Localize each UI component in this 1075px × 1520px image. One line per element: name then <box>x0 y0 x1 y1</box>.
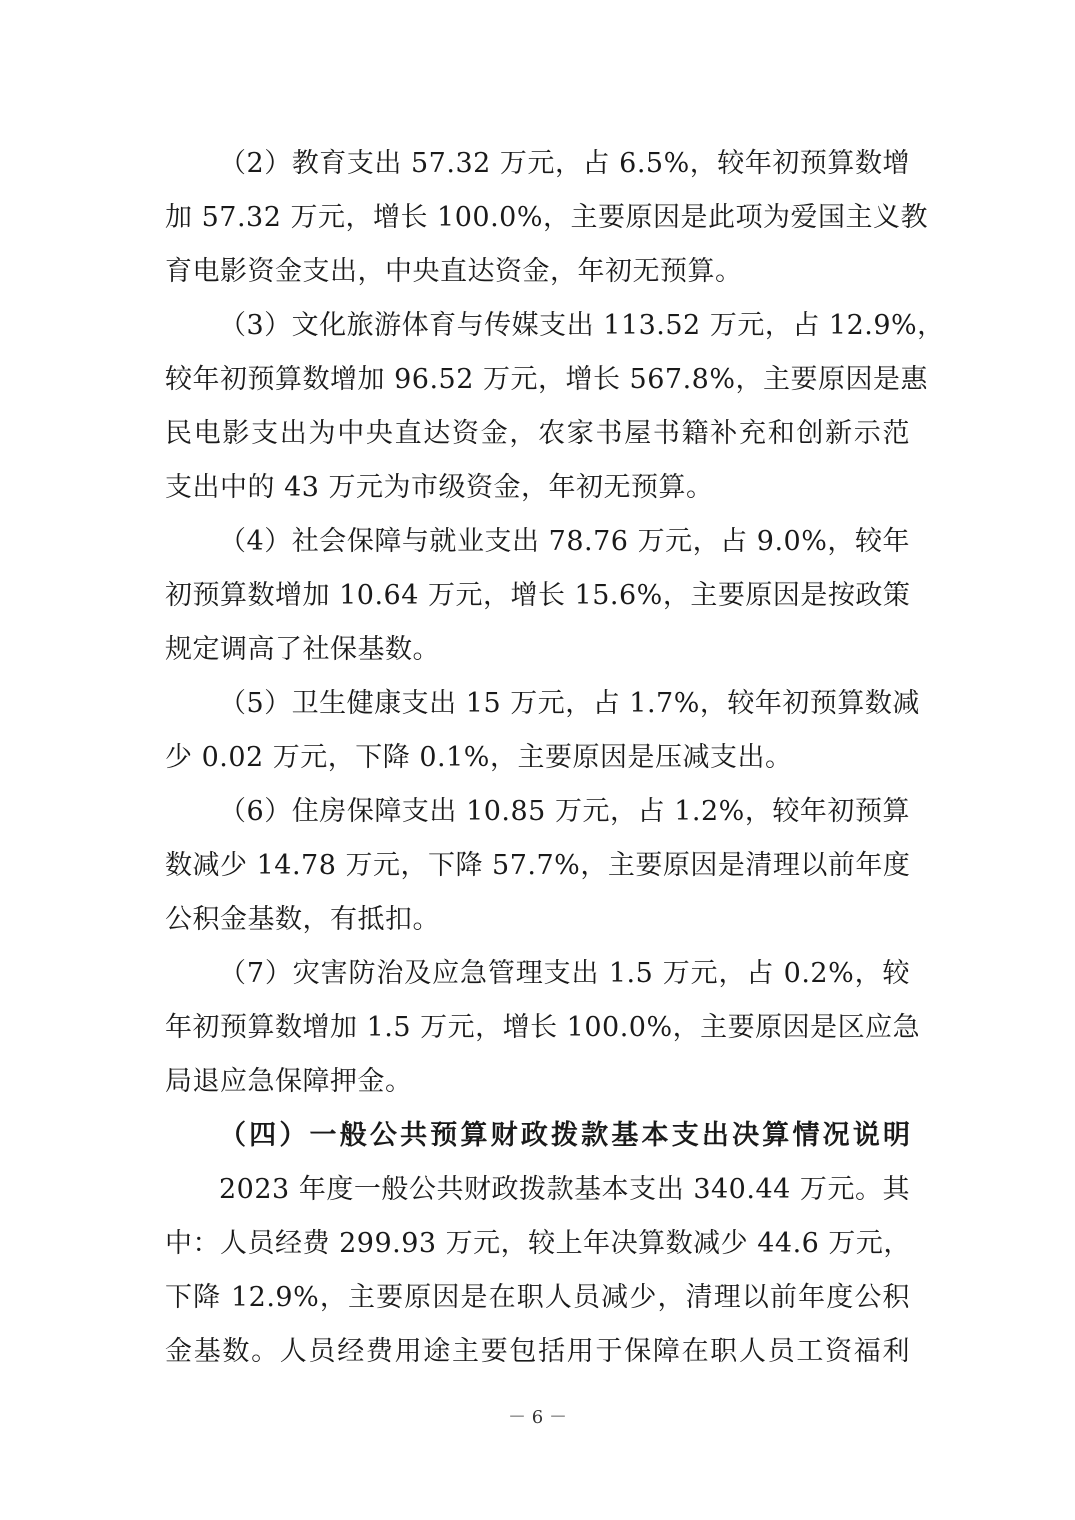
paragraph-line: 中：人员经费 299.93 万元，较上年决算数减少 44.6 万元， <box>165 1228 911 1259</box>
paragraph-line: 初预算数增加 10.64 万元，增长 15.6%，主要原因是按政策 <box>165 580 911 611</box>
paragraph-line: 育电影资金支出，中央直达资金，年初无预算。 <box>165 256 743 287</box>
paragraph-line: 金基数。人员经费用途主要包括用于保障在职人员工资福利 <box>165 1336 910 1367</box>
paragraph-line: 规定调高了社保基数。 <box>165 634 440 665</box>
paragraph-line: 公积金基数，有抵扣。 <box>165 904 440 935</box>
paragraph-line: 支出中的 43 万元为市级资金，年初无预算。 <box>165 472 714 503</box>
paragraph-line: 局退应急保障押金。 <box>165 1066 413 1097</box>
paragraph-line: 加 57.32 万元，增长 100.0%，主要原因是此项为爱国主义教 <box>165 202 928 233</box>
paragraph-line: 少 0.02 万元，下降 0.1%，主要原因是压减支出。 <box>165 742 793 773</box>
paragraph-line: （3）文化旅游体育与传媒支出 113.52 万元，占 12.9%， <box>219 310 945 341</box>
paragraph-line: 年初预算数增加 1.5 万元，增长 100.0%，主要原因是区应急 <box>165 1012 921 1043</box>
page-number: － 6 － <box>508 1407 567 1428</box>
paragraph-line: （7）灾害防治及应急管理支出 1.5 万元，占 0.2%，较 <box>219 958 910 989</box>
paragraph-line: 2023 年度一般公共财政拨款基本支出 340.44 万元。其 <box>219 1174 910 1205</box>
paragraph-line: 民电影支出为中央直达资金，农家书屋书籍补充和创新示范 <box>165 418 910 449</box>
section-heading: （四）一般公共预算财政拨款基本支出决算情况说明 <box>219 1120 910 1151</box>
paragraph-line: （2）教育支出 57.32 万元，占 6.5%，较年初预算数增 <box>219 148 910 179</box>
paragraph-line: （5）卫生健康支出 15 万元，占 1.7%，较年初预算数减 <box>219 688 920 719</box>
paragraph-line: 数减少 14.78 万元，下降 57.7%，主要原因是清理以前年度 <box>165 850 911 881</box>
paragraph-line: 下降 12.9%，主要原因是在职人员减少，清理以前年度公积 <box>165 1282 910 1313</box>
paragraph-line: （4）社会保障与就业支出 78.76 万元，占 9.0%，较年 <box>219 526 910 557</box>
paragraph-line: （6）住房保障支出 10.85 万元，占 1.2%，较年初预算 <box>219 796 910 827</box>
paragraph-line: 较年初预算数增加 96.52 万元，增长 567.8%，主要原因是惠 <box>165 364 928 395</box>
